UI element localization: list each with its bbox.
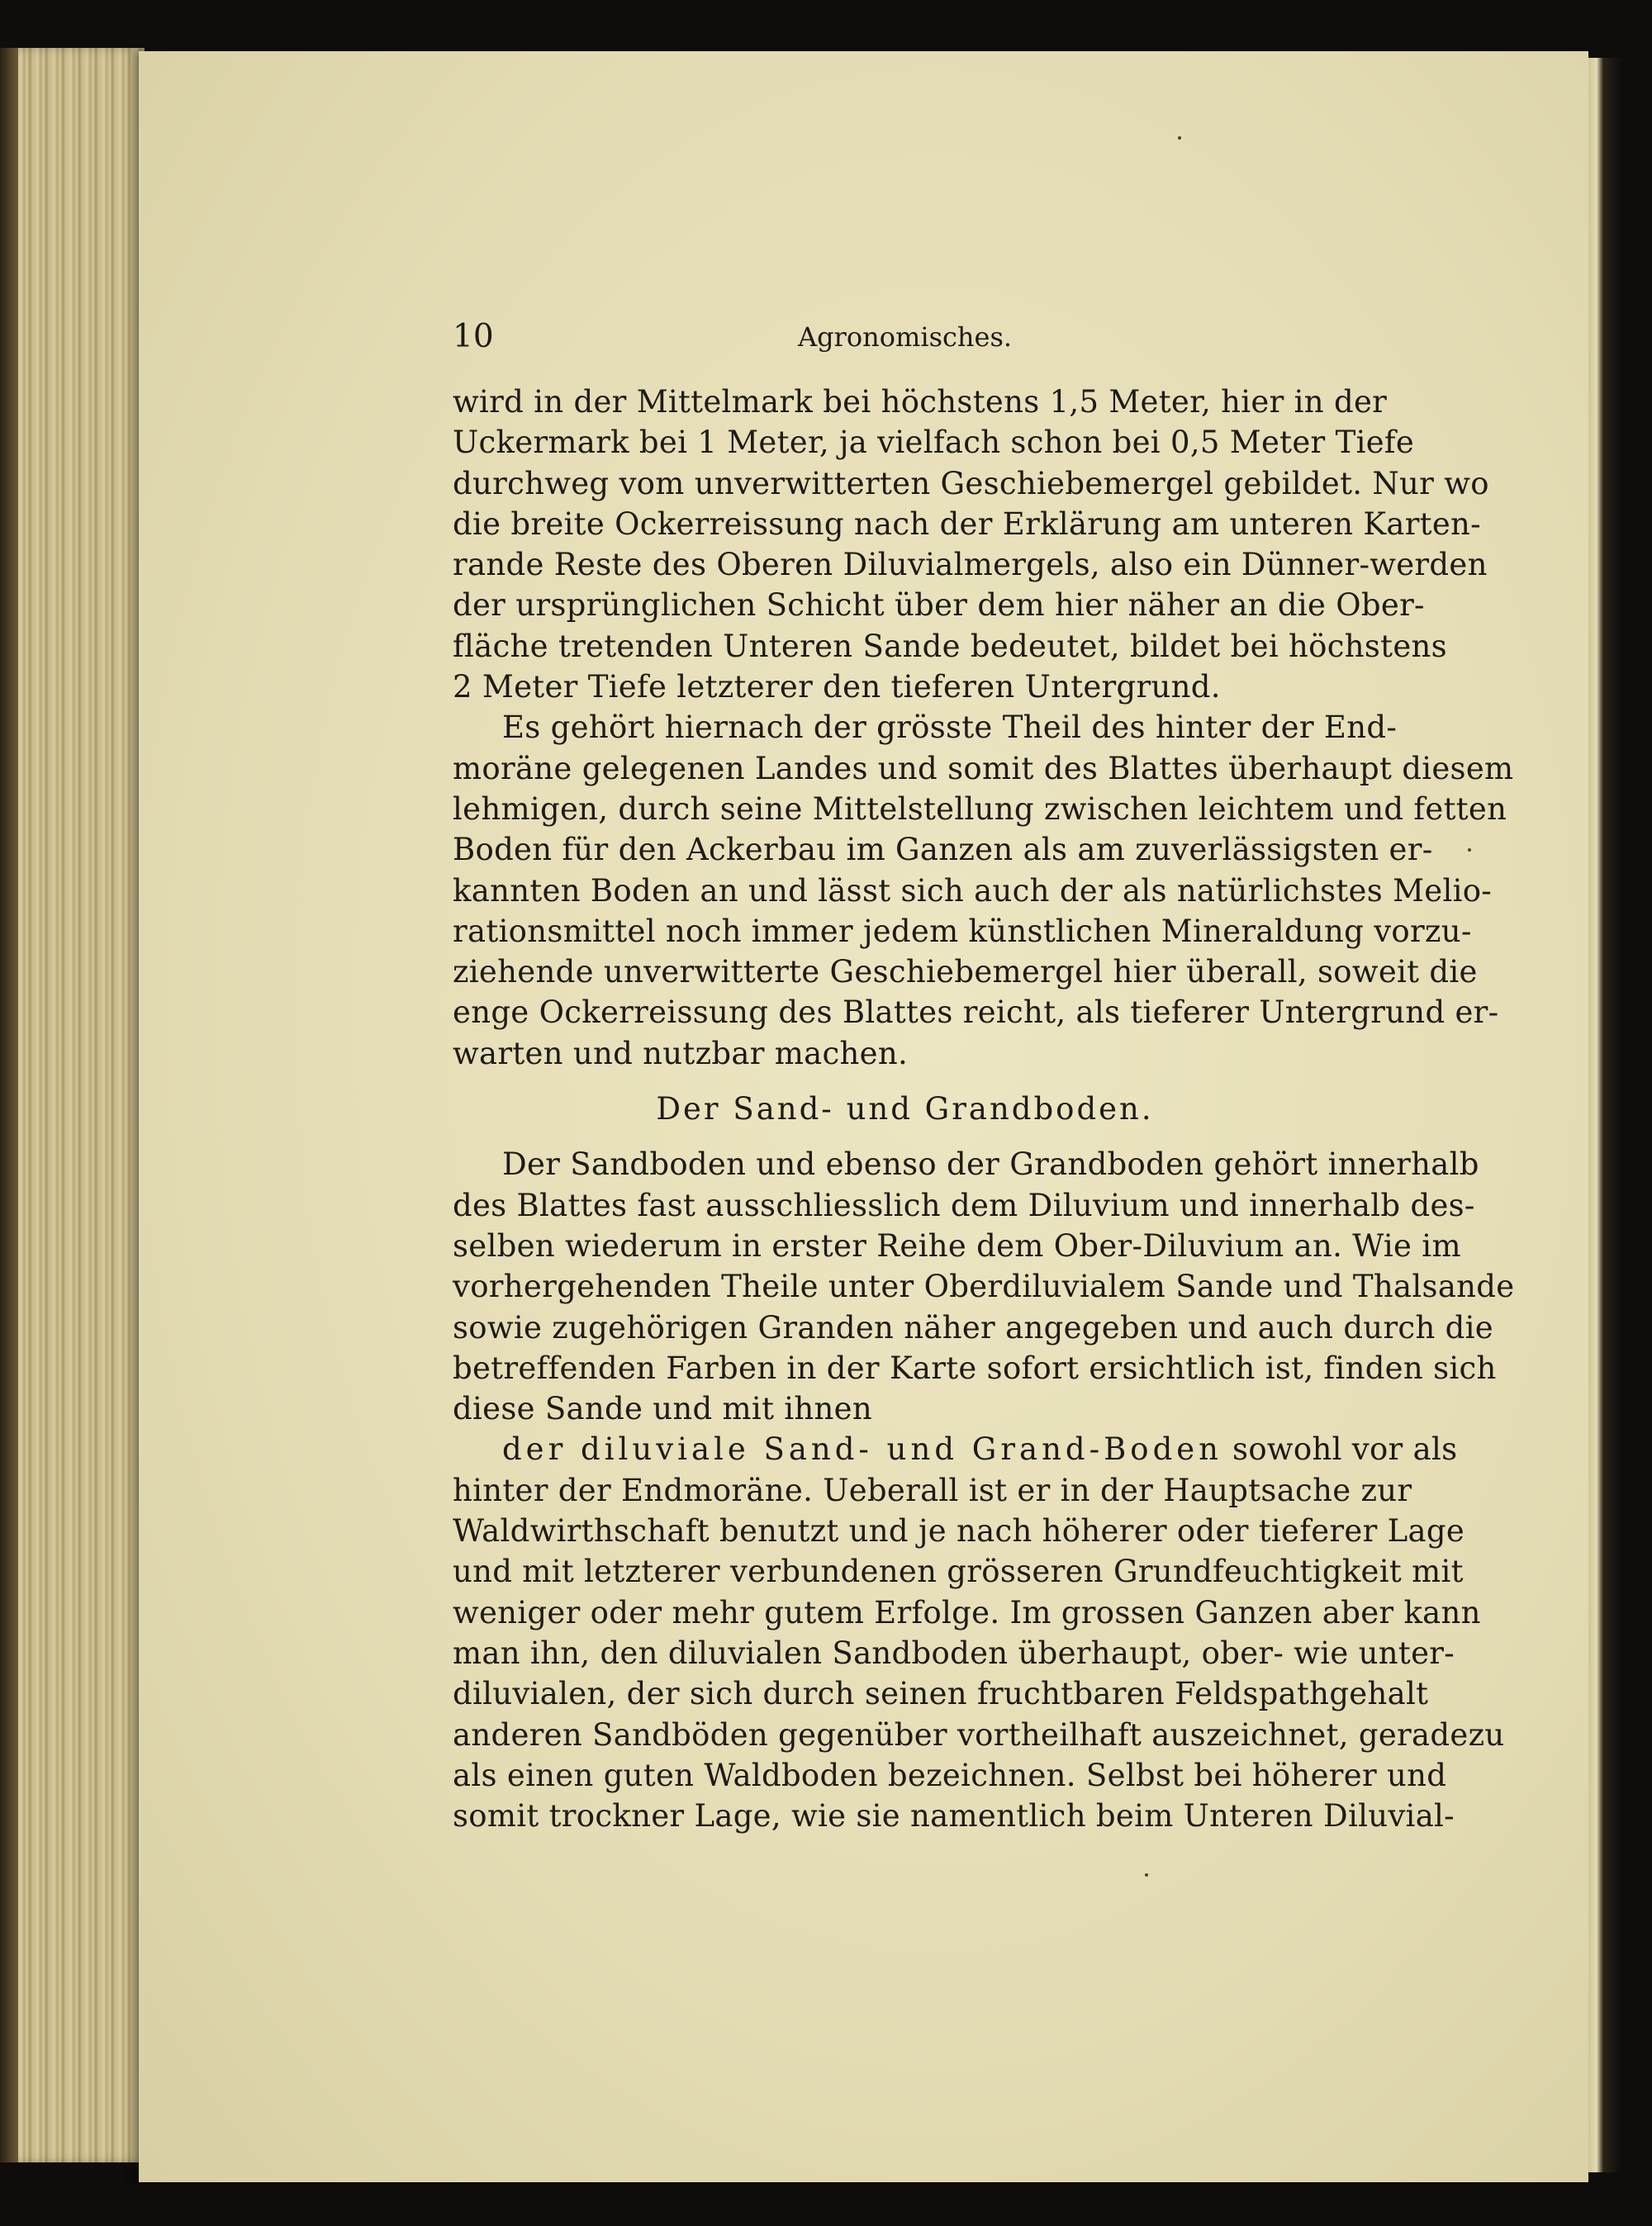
paragraph [453,1144,1515,1429]
text-line: 2 Meter Tiefe letzterer den tieferen Untergrund. [453,669,1221,705]
text-line [453,1429,1458,1469]
running-head [453,318,1357,361]
text-line: kannten Boden an und lässt sich auch der als natürlichstes Melio- [453,872,1493,909]
paper-speck [1145,1873,1148,1877]
running-head-title: Agronomisches. [797,321,1013,353]
book-page-edges [0,48,145,2162]
text-line: moräne gelegenen Landes und somit des Blattes überhaupt diesem [453,750,1514,786]
text-line: Der Sandboden und ebenso der Grandboden gehört innerhalb [502,1146,1479,1183]
text-line: selben wiederum in erster Reihe dem Ober-Diluvium an. Wie im [453,1227,1461,1264]
text-line: fläche tretenden Unteren Sande bedeutet, bildet bei höchstens [453,628,1447,664]
spaced-emphasis: der diluviale Sand- und Grand-Boden [502,1431,1222,1468]
text-line: wird in der Mittelmark bei höchstens 1,5 Meter, hier in der [453,384,1388,420]
text-line: die breite Ockerreissung nach der Erklärung am unteren Karten- [453,505,1481,542]
facing-page-edge [1588,58,1652,2172]
text-line: Es gehört hiernach der grösste Theil des hinter der End- [502,710,1398,746]
text-line: ziehende unverwitterte Geschiebemergel hier überall, soweit die [453,954,1478,990]
paragraph [453,382,1489,707]
text-line: rande Reste des Oberen Diluvialmergels, also ein Dünner-werden [453,547,1488,583]
text-line: vorhergehenden Theile unter Oberdiluvialem Sande und Thalsande [453,1269,1515,1305]
text-line: enge Ockerreissung des Blattes reicht, als tieferer Untergrund er- [453,994,1499,1031]
book-spine-shadow [0,48,18,2162]
paragraph [453,707,1514,1074]
text-line: warten und nutzbar machen. [453,1035,909,1071]
text-line: durchweg vom unverwitterten Geschiebemergel gebildet. Nur wo [453,465,1489,501]
section-heading: Der Sand- und Grandboden. [656,1091,1154,1127]
text-line: des Blattes fast ausschliesslich dem Diluvium und innerhalb des- [453,1187,1475,1223]
paper-speck [1178,136,1181,140]
body-text [453,382,1515,1836]
text-line: sowie zugehörigen Granden näher angegeben und auch durch die [453,1309,1493,1346]
text-line: anderen Sandböden gegenüber vortheilhaft auszeichnet, geradezu [453,1716,1505,1753]
text-line: lehmigen, durch seine Mittelstellung zwischen leichtem und fetten [453,790,1507,827]
text-line: und mit letzterer verbundenen grösseren Grundfeuchtigkeit mit [453,1554,1464,1590]
page-number: 10 [453,318,494,355]
text-line: als einen guten Waldboden bezeichnen. Selbst bei höherer und [453,1757,1447,1793]
text-line: man ihn, den diluvialen Sandboden überhaupt, ober- wie unter- [453,1635,1455,1671]
text-line: weniger oder mehr gutem Erfolge. Im grossen Ganzen aber kann [453,1594,1481,1630]
text-line: rationsmittel noch immer jedem künstlichen Mineraldung vorzu- [453,913,1472,949]
text-line: diese Sande und mit ihnen [453,1391,873,1427]
text-line: Boden für den Ackerbau im Ganzen als am zuverlässigsten er- [453,832,1433,868]
text-line: somit trockner Lage, wie sie namentlich beim Unteren Diluvial- [453,1798,1455,1834]
text-line: Waldwirthschaft benutzt und je nach höherer oder tieferer Lage [453,1513,1465,1550]
text-line: diluvialen, der sich durch seinen fruchtbaren Feldspathgehalt [453,1676,1429,1712]
text-line: Uckermark bei 1 Meter, ja vielfach schon bei 0,5 Meter Tiefe [453,425,1415,461]
text-line: hinter der Endmoräne. Ueberall ist er in der Hauptsache zur [453,1472,1412,1508]
text-fragment: sowohl vor als [1232,1431,1458,1468]
paragraph [453,1429,1505,1836]
text-line: der ursprünglichen Schicht über dem hier näher an die Ober- [453,587,1425,624]
paper-speck [1468,848,1471,852]
text-line: betreffenden Farben in der Karte sofort ersichtlich ist, finden sich [453,1350,1497,1386]
